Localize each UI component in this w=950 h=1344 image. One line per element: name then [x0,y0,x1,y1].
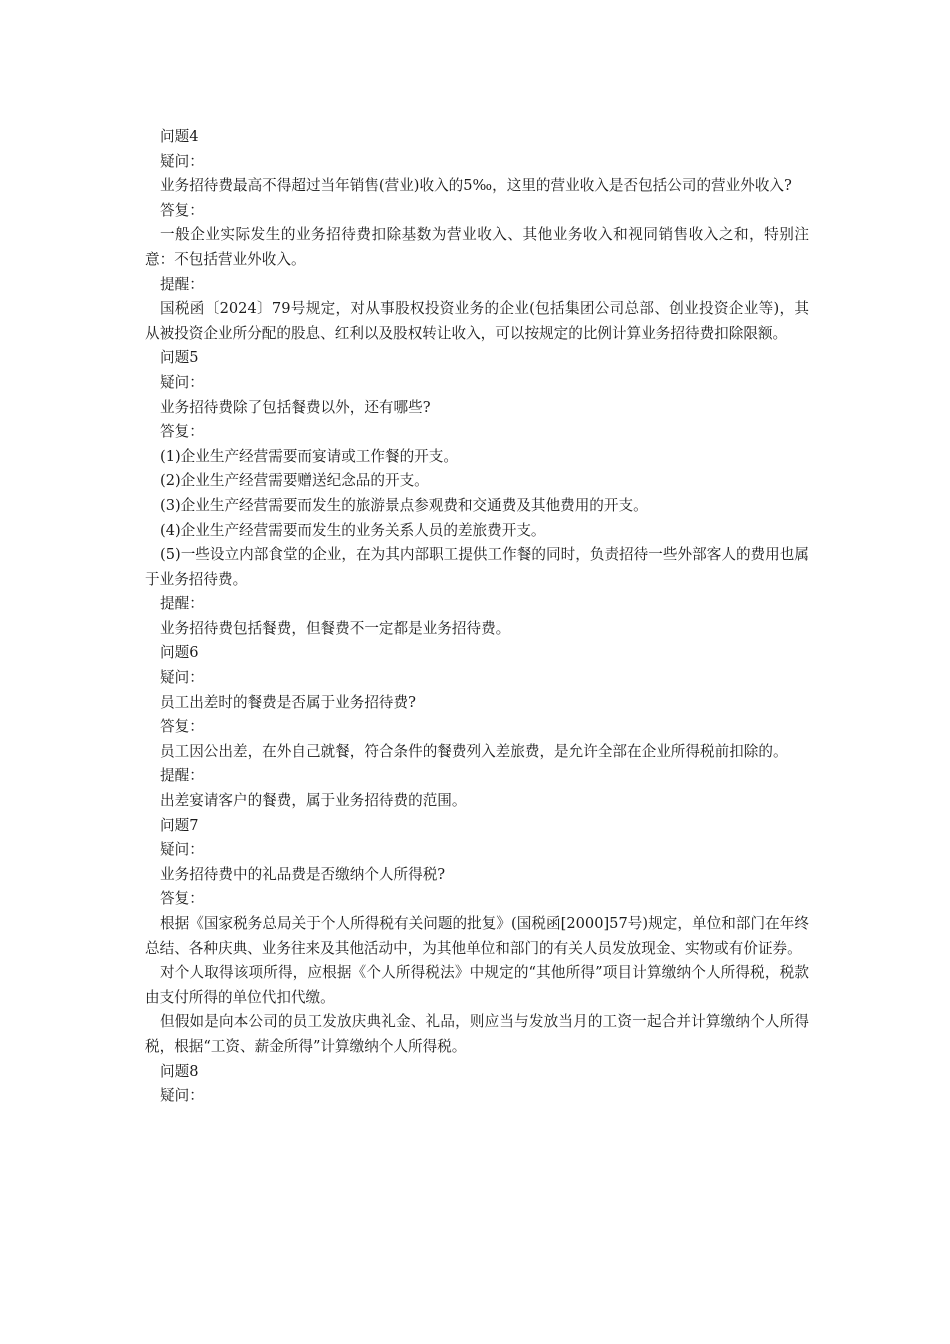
heading-question-4: 问题4 [160,128,199,145]
label-question: 疑问： [160,841,204,859]
paragraph: 业务招待费中的礼品费是否缴纳个人所得税? [160,865,446,883]
paragraph: 员工因公出差，在外自己就餐，符合条件的餐费列入差旅费，是允许全部在企业所得税前扣除的。 [160,742,788,760]
label-question: 疑问： [160,669,204,687]
label-question: 疑问： [160,152,204,170]
paragraph: 业务招待费最高不得超过当年销售(营业)收入的5‰，这里的营业收入是否包括公司的营业外收入? [160,177,792,195]
heading-question-7: 问题7 [160,816,199,834]
paragraph: 业务招待费包括餐费，但餐费不一定都是业务招待费。 [160,619,511,637]
paragraph: 一般企业实际发生的业务招待费扣除基数为营业收入、其他业务收入和视同销售收入之和，特别注意：不包括营业外收入。 [145,226,809,268]
list-item: (4)企业生产经营需要而发生的业务关系人员的差旅费开支。 [160,521,546,539]
heading-question-8: 问题8 [160,1062,199,1080]
list-item: (3)企业生产经营需要而发生的旅游景点参观费和交通费及其他费用的开支。 [160,496,648,514]
label-answer: 答复： [160,201,204,219]
list-item: (1)企业生产经营需要而宴请或工作餐的开支。 [160,447,458,465]
document-body [145,125,809,1109]
paragraph: 根据《国家税务总局关于个人所得税有关问题的批复》(国税函[2000]57号)规定，单位和部门在年终总结、各种庆典、业务往来及其他活动中，为其他单位和部门的有关人员发放现金、实物或有价证券。 [145,915,809,957]
list-item: (5)一些设立内部食堂的企业，在为其内部职工提供工作餐的同时，负责招待一些外部客人的费用也属于业务招待费。 [145,546,809,588]
paragraph: 出差宴请客户的餐费，属于业务招待费的范围。 [160,792,467,810]
label-reminder: 提醒： [160,595,204,613]
label-answer: 答复： [160,718,204,736]
label-reminder: 提醒： [160,767,204,785]
label-question: 疑问： [160,1087,204,1105]
heading-question-6: 问题6 [160,644,199,662]
paragraph: 对个人取得该项所得，应根据《个人所得税法》中规定的“其他所得”项目计算缴纳个人所得税，税款由支付所得的单位代扣代缴。 [145,964,809,1006]
paragraph: 国税函〔2024〕79号规定，对从事股权投资业务的企业(包括集团公司总部、创业投资企业等)，其从被投资企业所分配的股息、红利以及股权转让收入，可以按规定的比例计算业务招待费扣除限额。 [145,300,809,342]
paragraph: 业务招待费除了包括餐费以外，还有哪些? [160,398,431,416]
label-question: 疑问： [160,373,204,391]
list-item: (2)企业生产经营需要赠送纪念品的开支。 [160,472,429,490]
paragraph: 员工出差时的餐费是否属于业务招待费? [160,693,416,711]
label-answer: 答复： [160,423,204,441]
label-answer: 答复： [160,890,204,908]
heading-question-5: 问题5 [160,349,199,367]
paragraph: 但假如是向本公司的员工发放庆典礼金、礼品，则应当与发放当月的工资一起合并计算缴纳个人所得税，根据“工资、薪金所得”计算缴纳个人所得税。 [145,1013,809,1055]
label-reminder: 提醒： [160,275,204,293]
